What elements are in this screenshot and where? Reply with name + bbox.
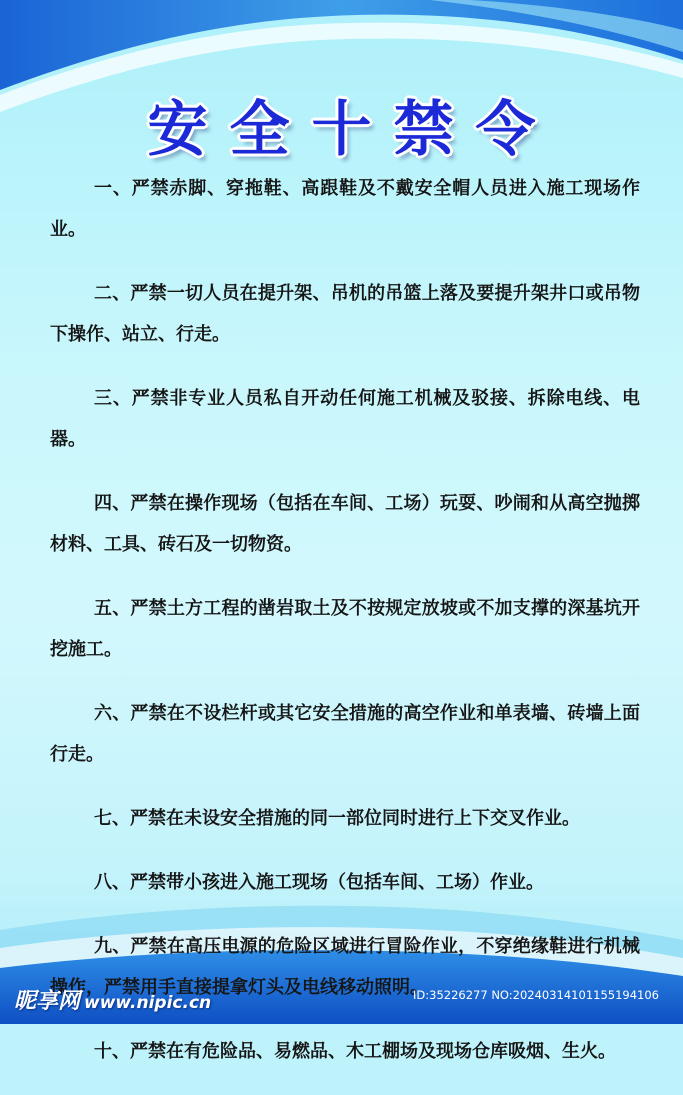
watermark-footer — [0, 962, 683, 1024]
rule-item: 十、严禁在有危险品、易燃品、木工棚场及现场仓库吸烟、生火。 — [94, 1041, 616, 1062]
watermark-brand: 昵享网 — [14, 989, 81, 1014]
rule-item: 三、严禁非专业人员私自开动任何施工机械及驳接、拆除电线、电器。 — [50, 388, 640, 450]
rule-item: 八、严禁带小孩进入施工现场（包括车间、工场）作业。 — [94, 872, 544, 893]
rule-item: 四、严禁在操作现场（包括在车间、工场）玩耍、吵闹和从高空抛掷材料、工具、砖石及一切物资。 — [50, 493, 640, 555]
rule-item: 九、严禁在高压电源的危险区域进行冒险作业，不穿绝缘鞋进行机械操作，严禁用手直接提拿灯头及电线移动照明。 — [50, 936, 640, 998]
rule-item: 一、严禁赤脚、穿拖鞋、高跟鞋及不戴安全帽人员进入施工现场作业。 — [50, 178, 640, 240]
watermark-site: www.nipic.cn — [84, 993, 212, 1013]
rule-item: 二、严禁一切人员在提升架、吊机的吊篮上落及要提升架井口或吊物下操作、站立、行走。 — [50, 283, 640, 345]
watermark-logo — [14, 984, 211, 1015]
rule-item: 六、严禁在不设栏杆或其它安全措施的高空作业和单表墙、砖墙上面行走。 — [50, 703, 640, 765]
rules-list — [50, 168, 640, 1095]
watermark-id: ID:35226277 NO:20240314101155194106 — [413, 988, 659, 1002]
page-title: 安全十禁令 — [147, 95, 558, 165]
rule-item: 七、严禁在未设安全措施的同一部位同时进行上下交叉作业。 — [94, 808, 580, 829]
rule-item: 五、严禁土方工程的凿岩取土及不按规定放坡或不加支撑的深基坑开挖施工。 — [50, 598, 640, 660]
